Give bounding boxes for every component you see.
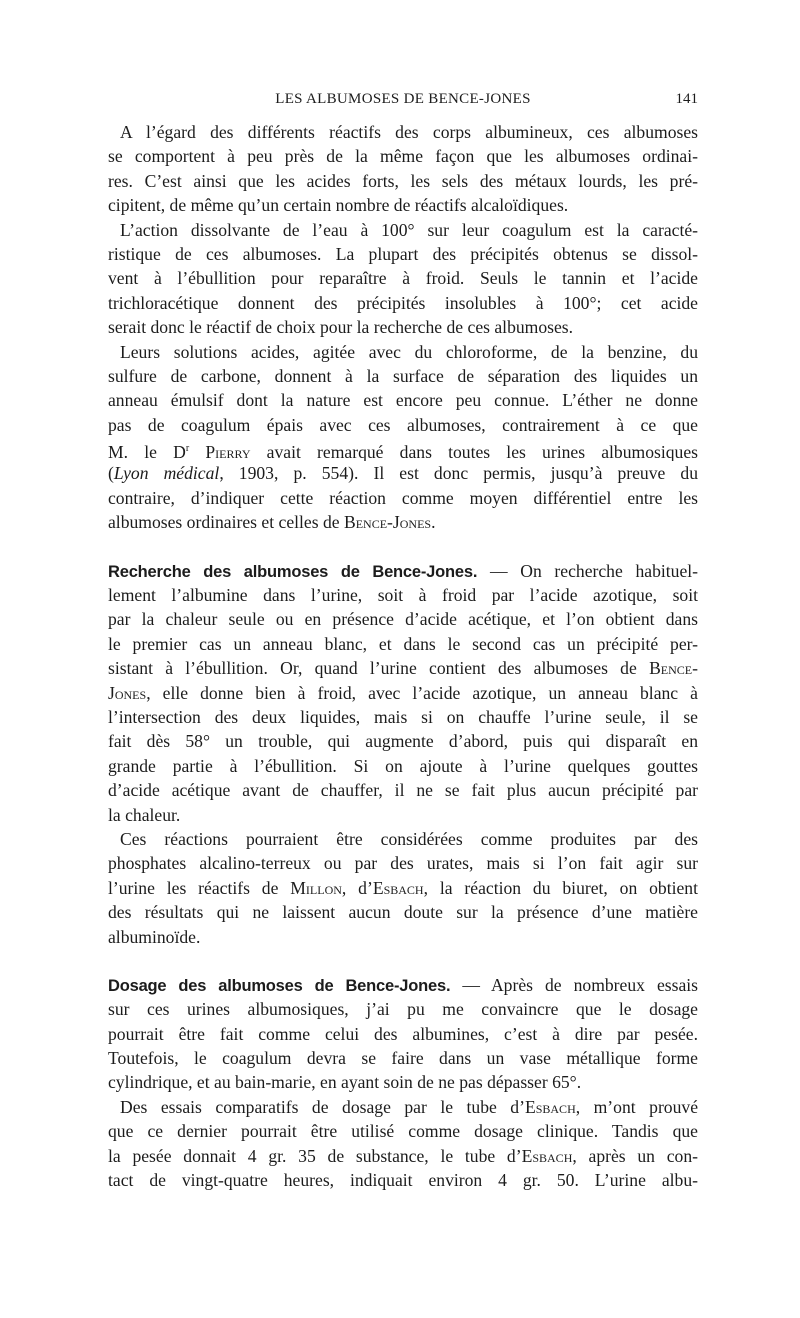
text-line: L’action dissolvante de l’eau à 100° sur leur coagulum est la caracté- [120,219,698,240]
text-fragment: Des essais comparatifs de dosage par le tube d’ [120,1096,525,1117]
text-line: des résultats qui ne laissent aucun doute sur la présence d’une matière [108,902,698,923]
text-line [108,559,698,583]
section-heading: Dosage des albumoses de Bence-Jones. [108,976,451,995]
text-fragment: M. le D [108,441,186,462]
text-line: Leurs solutions acides, agitée avec du chloroforme, de la benzine, du [120,341,698,362]
text-line: grande partie à l’ébullition. Si on ajoute à l’urine quelques gouttes [108,755,698,776]
text-line: albuminoïde. [108,926,201,947]
text-line: que ce dernier pourrait être utilisé comme dosage clinique. Tandis que [108,1121,698,1142]
text-fragment: , d’ [341,877,373,898]
text-line: Ces réactions pourraient être considérées comme produites par des [120,828,698,849]
author-name: Bence-Jones [343,512,432,533]
text-fragment: sistant à l’ébullition. Or, quand l’urine contient des albumoses de [108,658,637,679]
text-line [108,973,698,997]
author-name: Millon [290,877,342,898]
paragraph-2 [108,218,698,340]
text-fragment: , après un con- [572,1145,698,1166]
author-name: Esbach [524,1096,576,1117]
text-line: pas de coagulum épais avec ces albumoses, contrairement à ce que [108,414,698,435]
text-line: fait dès 58° un trouble, qui augmente d’abord, puis qui disparaît en [108,731,698,752]
author-name: Pierry [205,441,251,462]
journal-title: Lyon médical [113,463,220,484]
text-line: pourrait être fait comme celui des albumines, c’est à dire par pesée. [108,1023,698,1044]
text-line: anneau émulsif dont la nature est encore peu connue. L’éther ne donne [108,390,698,411]
text-line: sulfure de carbone, donnent à la surface de séparation des liquides un [108,365,698,386]
text-line [108,461,698,485]
author-name: Esbach [521,1145,573,1166]
text-line: Toutefois, le coagulum devra se faire dans un vase métallique forme [108,1048,698,1069]
text-line [108,437,698,461]
text-fragment: . [431,512,436,533]
text-line [108,1144,698,1168]
section-dosage-paragraph-2 [108,1095,698,1193]
section-recherche [108,559,698,827]
text-fragment: albumoses ordinaires et celles de [108,512,344,533]
text-line: ristique de ces albumoses. La plupart des précipités obtenus se dissol- [108,243,698,264]
text-line: lement l’albumine dans l’urine, soit à froid par l’acide azotique, soit [108,585,698,606]
section-recherche-paragraph-2 [108,827,698,949]
text-fragment: — Après de nombreux essais [450,974,698,995]
text-line [108,1095,698,1119]
paragraph-3 [108,340,698,535]
text-line: phosphates alcalino-terreux ou par des urates, mais si l’on fait agir sur [108,853,698,874]
section-gap [108,535,698,559]
text-line: A l’égard des différents réactifs des corps albumineux, ces albumoses [120,122,698,142]
text-line [108,681,698,705]
text-line [108,510,698,534]
author-name: Jones [108,682,147,703]
text-line: d’acide acétique avant de chauffer, il ne se fait plus aucun précipité par [108,780,698,801]
text-line: sur ces urines albumosiques, j’ai pu me convaincre que le dosage [108,999,698,1020]
text-line: par la chaleur seule ou en présence d’acide acétique, et l’on obtient dans [108,609,698,630]
section-dosage [108,973,698,1095]
text-line [108,876,698,900]
author-name: Esbach [372,877,424,898]
section-heading: Recherche des albumoses de Bence-Jones. [108,562,478,581]
text-line: l’intersection des deux liquides, mais si on chauffe l’urine seule, il se [108,706,698,727]
text-line [108,656,698,680]
text-fragment: l’urine les réactifs de [108,877,291,898]
text-fragment: , la réaction du biuret, on obtient [423,877,698,898]
text-line: le premier cas un anneau blanc, et dans le second cas un précipité per- [108,633,698,654]
author-name: Bence- [649,658,698,679]
text-line: cylindrique, et au bain-marie, en ayant soin de ne pas dépasser 65°. [108,1072,582,1093]
superscript: r [185,443,190,455]
text-line: contraire, d’indiquer cette réaction comme moyen différentiel entre les [108,487,698,508]
paragraph-1 [108,120,698,218]
text-line: vent à l’ébullition pour reparaître à froid. Seuls le tannin et l’acide [108,268,698,289]
running-title: LES ALBUMOSES DE BENCE-JONES [275,91,531,107]
text-line: res. C’est ainsi que les acides forts, les sels des métaux lourds, les pré- [108,170,698,191]
page-number: 141 [675,91,698,107]
body-text [108,120,698,1192]
text-fragment: la pesée donnait 4 gr. 35 de substance, le tube d’ [108,1145,522,1166]
text-fragment: — On recherche habituel- [477,560,698,581]
text-line: tact de vingt-quatre heures, indiquait environ 4 gr. 50. L’urine albu- [108,1170,698,1191]
text-fragment: avait remarqué dans toutes les urines albumosiques [250,441,698,462]
text-fragment: , 1903, p. 554). Il est donc permis, jusqu’à preuve du [219,463,698,484]
text-fragment: ( [108,463,114,484]
text-fragment: , m’ont prouvé [575,1096,698,1117]
text-line: se comportent à peu près de la même façon que les albumoses ordinai- [108,146,698,167]
section-gap [108,949,698,973]
text-line: la chaleur. [108,804,181,825]
text-fragment: , elle donne bien à froid, avec l’acide azotique, un anneau blanc à [146,682,698,703]
text-line: trichloracétique donnent des précipités insolubles à 100°; cet acide [108,292,698,313]
text-line: serait donc le réactif de choix pour la recherche de ces albumoses. [108,317,574,338]
text-line: cipitent, de même qu’un certain nombre de réactifs alcaloïdiques. [108,195,569,216]
running-header [108,88,698,110]
